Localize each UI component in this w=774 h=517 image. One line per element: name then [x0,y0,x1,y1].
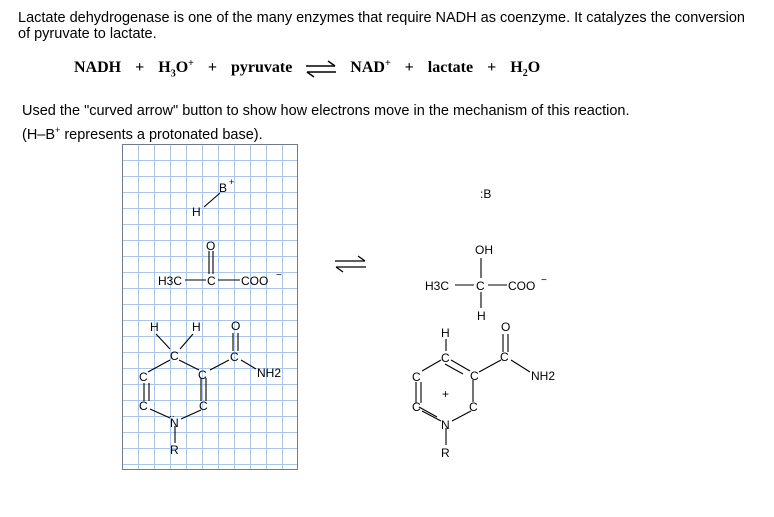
nadh-nitrogen: N [170,416,179,430]
nad-c2: C [469,400,478,414]
nadh-lone-pair: .. [169,409,175,420]
eq-water: $H_2O$ [510,59,541,80]
nadh-c6: C [139,399,148,413]
instructions-text [22,102,762,145]
instructions-line-1: Used the "curved arrow" button to show how electrons move in the mechanism of this reaction. [22,103,630,119]
nad-c3: C [470,369,479,383]
nadh-r-group: R [170,443,179,457]
equilibrium-arrows-center-icon [335,256,366,272]
equilibrium-arrows-icon [304,60,338,78]
nadh-amide-carbon: C [230,350,239,364]
reaction-equation [74,58,540,80]
nadh-c4: C [170,349,179,363]
lactate-hydrogen: H [477,309,486,323]
eq-plus-3: + [404,59,414,77]
lactate-hydroxyl: OH [475,243,493,257]
hb-hydrogen: H [192,205,201,219]
pyruvate-oxygen: O [206,239,216,253]
nad-amide-carbon: C [500,350,509,364]
nadh-hydride-2: H [192,320,201,334]
mechanism-drawing-canvas[interactable] [122,144,298,470]
eq-plus-4: + [487,59,497,77]
hb-charge: + [229,177,235,187]
nad-amide-nh2: NH2 [531,369,556,383]
instructions-sup: + [55,125,61,135]
eq-hydronium: $H_3O^+$ [158,58,194,80]
eq-pyruvate: pyruvate [230,59,293,77]
eq-nad: NAD+ [350,58,391,77]
pyruvate-charge: − [276,270,282,281]
pyruvate-methyl: H3C [158,274,183,288]
lactate-methyl: H3C [425,279,450,293]
lactate-carboxylate: COO [508,279,536,293]
nad-r-group: R [441,446,450,460]
nad-c5: C [412,370,421,384]
nad-c6: C [412,400,421,414]
eq-plus-1: + [135,59,145,77]
eq-plus-2: + [207,59,217,77]
lactate-carbon: C [476,279,485,293]
nad-hydrogen: H [441,326,450,340]
product-base: :B [480,187,492,201]
lactate-charge: − [541,275,547,286]
eq-nadh: NADH [74,59,122,77]
pyruvate-carbonyl-carbon: C [207,274,216,288]
nadh-amide-nh2: NH2 [257,366,282,380]
hb-base: B [219,181,228,195]
nad-c4: C [441,351,450,365]
nadh-amide-oxygen: O [231,319,241,333]
intro-text: Lactate dehydrogenase is one of the many enzymes that require NADH as coenzyme. It catalyzes the conversion of pyruvate to lactate. [18,10,745,42]
instructions-line-2b: represents a protonated base). [60,126,263,143]
nad-amide-oxygen: O [501,320,511,334]
nadh-c2: C [199,399,208,413]
pyruvate-carboxylate: COO [241,274,269,288]
nadh-c3: C [198,368,207,382]
instructions-line-2a: (H–B [22,126,56,143]
nad-ring-charge: + [442,387,450,401]
nadh-c5: C [139,370,148,384]
eq-lactate: lactate [427,59,474,77]
nadh-hydride-1: H [150,320,159,334]
nad-nitrogen: N [441,418,450,432]
